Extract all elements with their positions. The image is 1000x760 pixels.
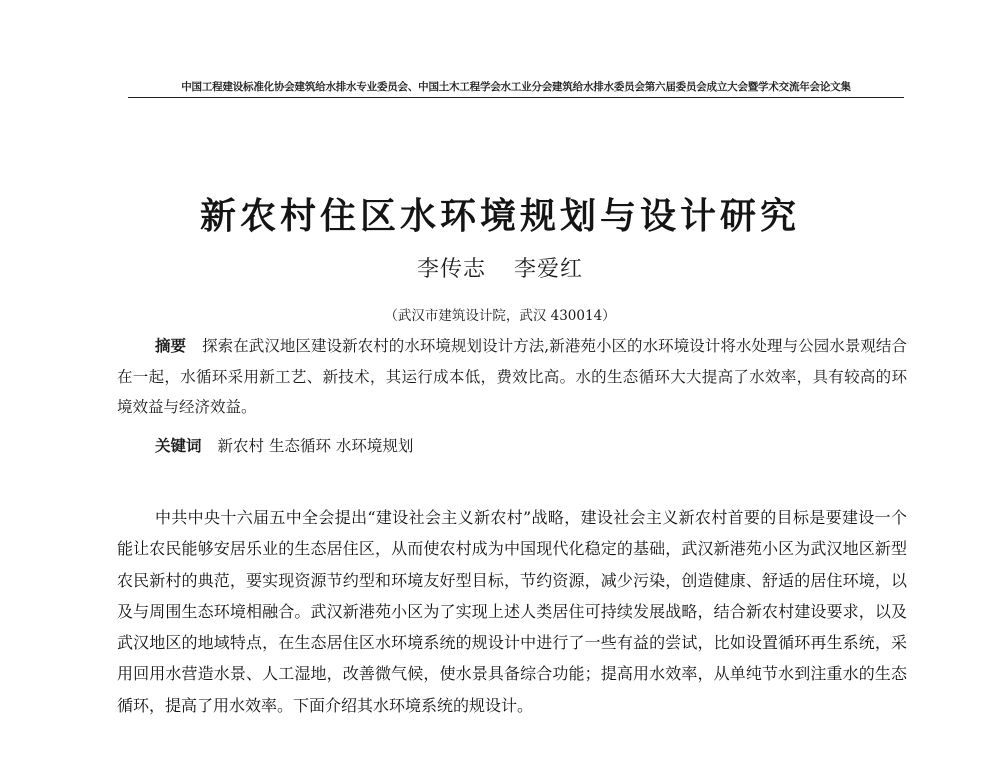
- abstract-text: 探索在武汉地区建设新农村的水环境规划设计方法,新港苑小区的水环境设计将水处理与公园水景观结合在一起，水循环采用新工艺、新技术，其运行成本低，费效比高。水的生态循环大大提高了水效率，具有较高的环境效益与经济效益。: [117, 337, 907, 416]
- abstract-label: 摘要: [155, 337, 187, 355]
- author-list: [0, 252, 1000, 283]
- keywords: [155, 434, 905, 456]
- keywords-label: 关键词: [155, 437, 202, 455]
- running-header: 中国工程建设标准化协会建筑给水排水专业委员会、中国土木工程学会水工业分会建筑给水排水委员会第六届委员会成立大会暨学术交流年会论文集: [181, 81, 851, 93]
- author-name: 李爱红: [514, 257, 584, 282]
- header-rule: [128, 97, 904, 98]
- paper-title: 新农村住区水环境规划与设计研究: [199, 195, 800, 237]
- author-name: 李传志: [416, 257, 486, 282]
- abstract: [117, 331, 907, 423]
- affiliation: （武汉市建筑设计院，武汉 430014）: [384, 308, 616, 324]
- body-paragraph: 中共中央十六届五中全会提出“建设社会主义新农村”战略，建设社会主义新农村首要的目标是要建设一个能让农民能够安居乐业的生态居住区，从而使农村成为中国现代化稳定的基础，武汉新港苑小区为武汉地区新型农民新村的典范，要实现资源节约型和环境友好型目标，节约资源，减少污染，创造健康、舒适的居住环境，以及与周围生态环境相融合。武汉新港苑小区为了实现上述人类居住可持续发展战略，结合新农村建设要求，以及武汉地区的地域特点，在生态居住区水环境系统的规设计中进行了一些有益的尝试，比如设置循环再生系统，采用回用水营造水景、人工湿地，改善微气候，使水景具备综合功能；提高用水效率，从单纯节水到注重水的生态循环，提高了用水效率。下面介绍其水环境系统的规设计。: [117, 508, 907, 715]
- keywords-text: 新农村 生态循环 水环境规划: [217, 437, 414, 455]
